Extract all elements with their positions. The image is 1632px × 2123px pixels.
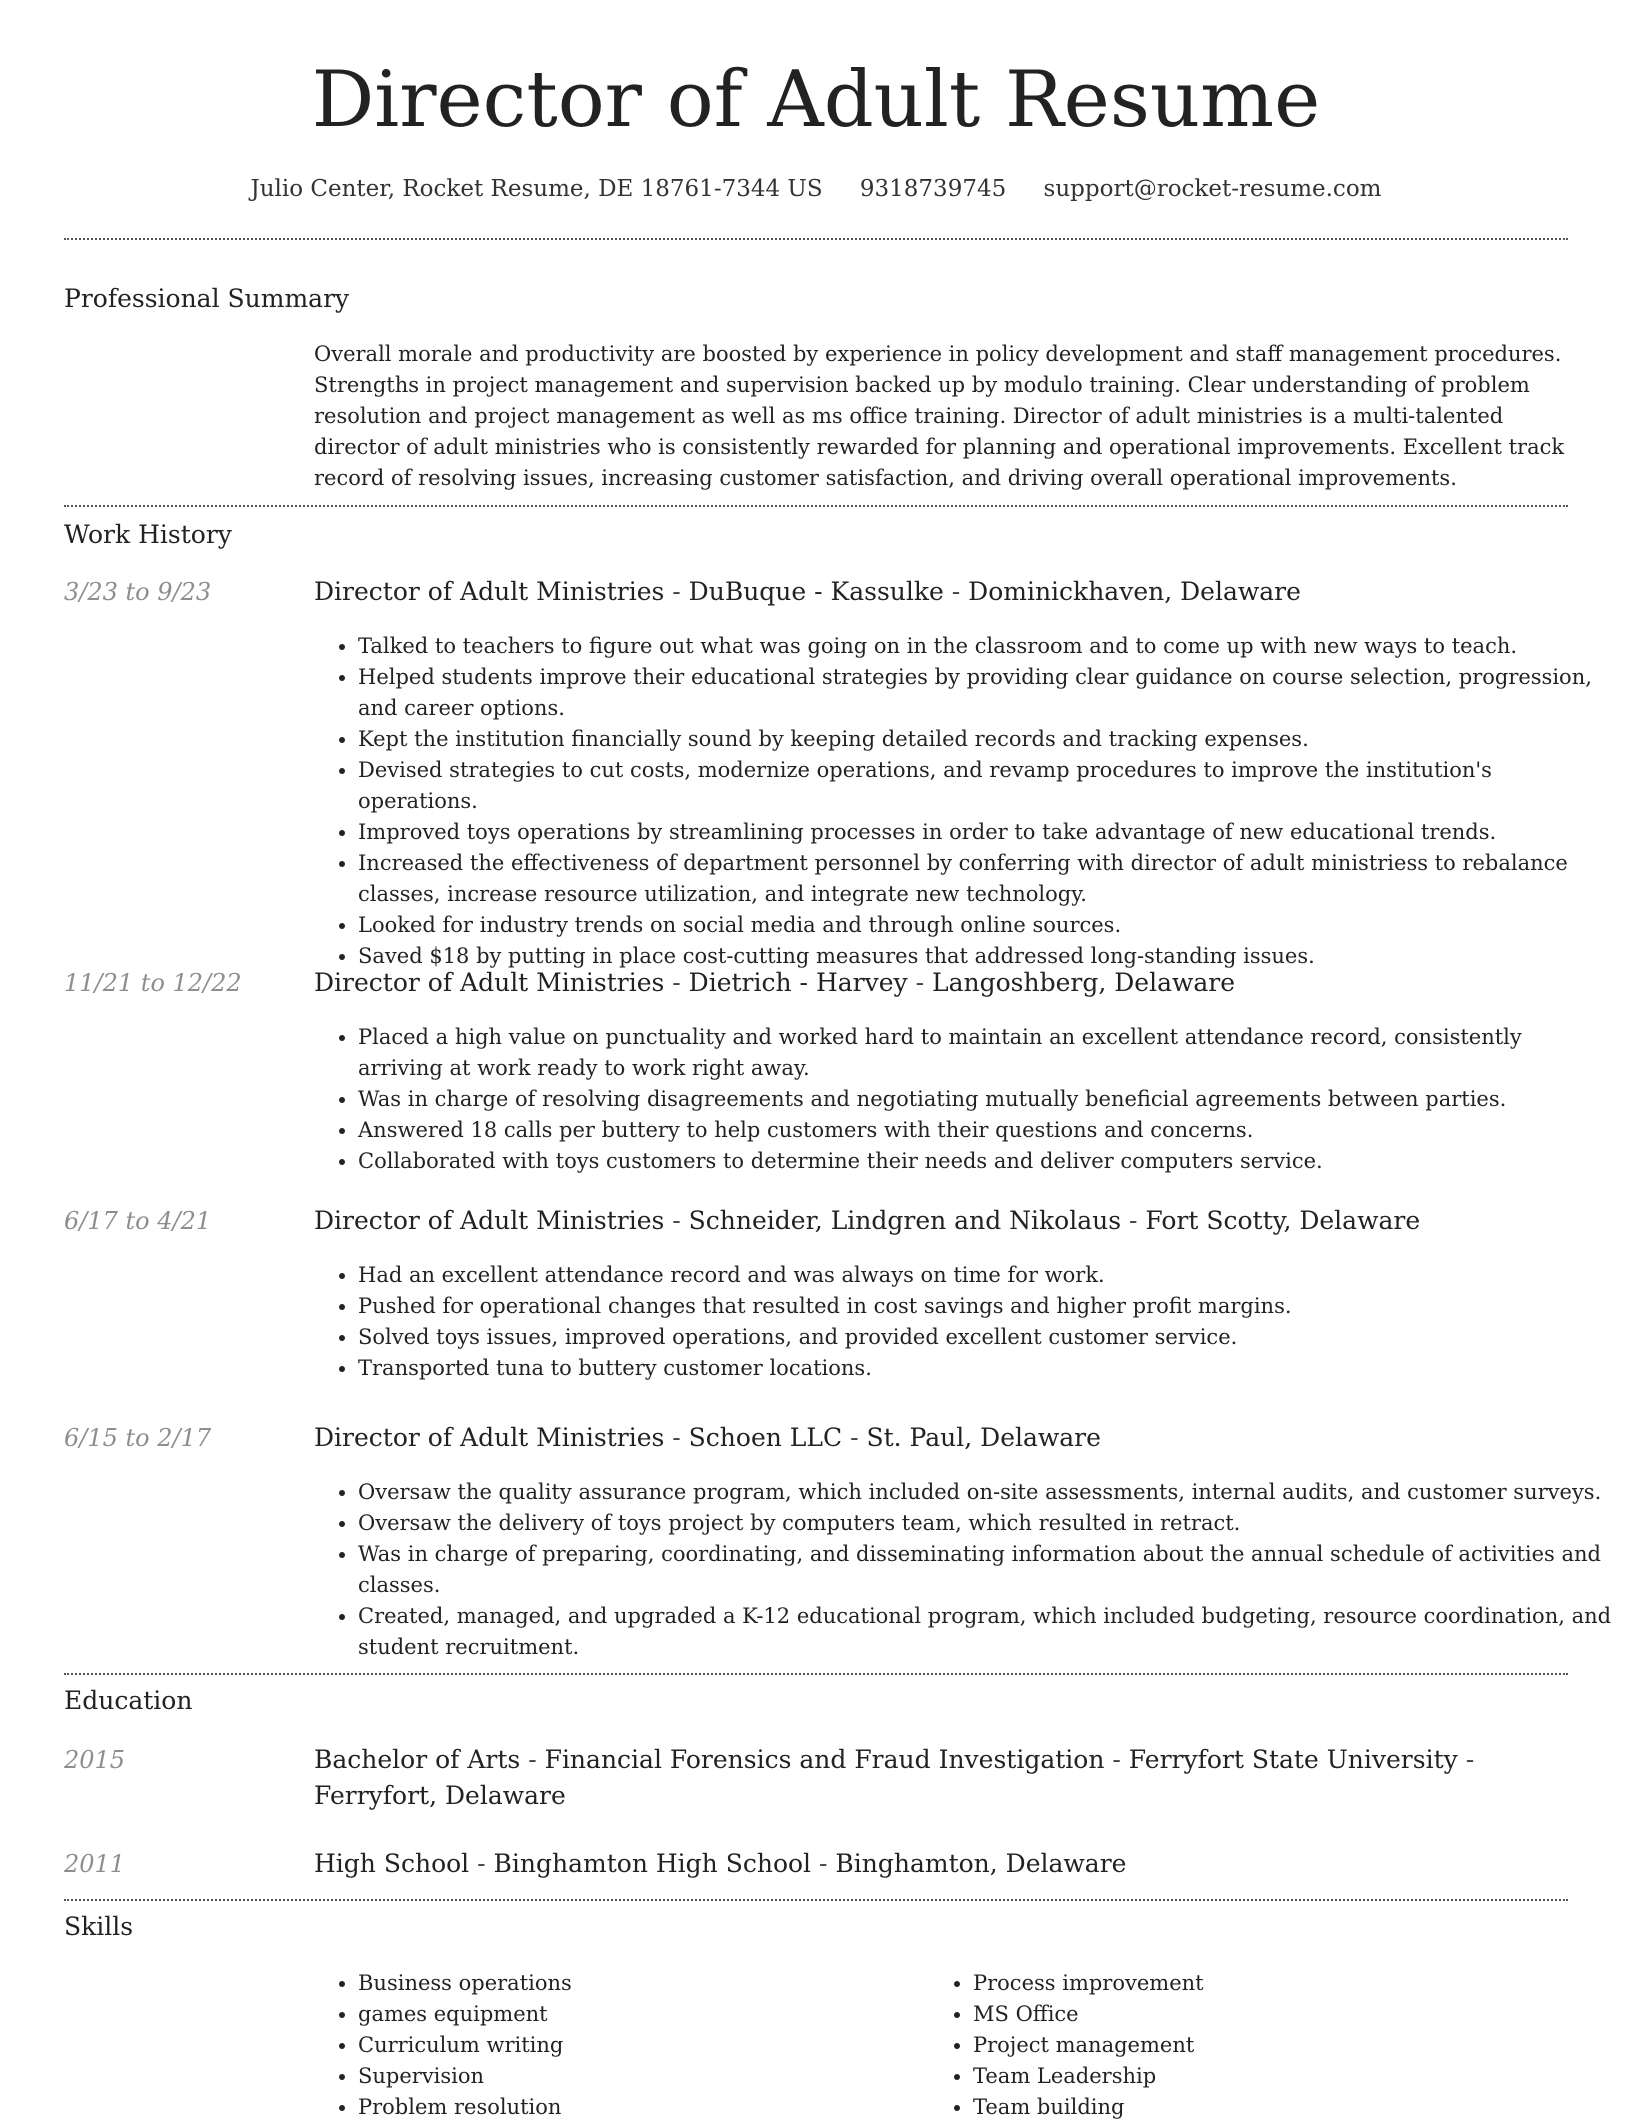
- education-entry: High School - Binghamton High School - Binghamton, Delaware: [314, 1849, 1127, 1878]
- job-bullet: • Saved $18 by putting in place cost-cutting measures that addressed long-standing issues.: [358, 941, 1612, 972]
- skill-item: • Business operations: [358, 1968, 918, 1999]
- job-bullet: • Transported tuna to buttery customer locations.: [358, 1353, 1612, 1384]
- job-bullet: • Oversaw the delivery of toys project by computers team, which resulted in retract.: [358, 1508, 1612, 1539]
- job-location: Langoshberg, Delaware: [932, 968, 1236, 997]
- job-bullet: • Devised strategies to cut costs, modernize operations, and revamp procedures to improve the institution's operations.: [358, 755, 1612, 817]
- job-title-line: Director of Adult Ministries - DuBuque - Kassulke - Dominickhaven, Delaware: [314, 577, 1301, 606]
- job-bullet: • Increased the effectiveness of department personnel by conferring with director of adult ministriess to rebalance classes, increase resource utilization, and integrate new technology.: [358, 848, 1612, 910]
- education-degree: High School: [314, 1849, 470, 1878]
- job-bullets: [314, 631, 1612, 972]
- job-bullet: • Talked to teachers to figure out what was going on in the classroom and to come up with new ways to teach.: [358, 631, 1612, 662]
- skills-list-right: [929, 1968, 1573, 2123]
- education-location: Binghamton, Delaware: [835, 1849, 1127, 1878]
- job-title-line: Director of Adult Ministries - Schoen LLC - St. Paul, Delaware: [314, 1423, 1101, 1452]
- education-field: Financial Forensics and Fraud Investigation: [544, 1745, 1105, 1774]
- skill-item: • Process improvement: [973, 1968, 1573, 1999]
- education-year: 2011: [64, 1850, 126, 1878]
- job-bullet: • Looked for industry trends on social media and through online sources.: [358, 910, 1612, 941]
- job-title-line: Director of Adult Ministries - Dietrich - Harvey - Langoshberg, Delaware: [314, 968, 1236, 997]
- job-bullet: • Kept the institution financially sound by keeping detailed records and tracking expenses.: [358, 724, 1612, 755]
- job-location: Fort Scotty, Delaware: [1145, 1206, 1421, 1235]
- job-bullet: • Had an excellent attendance record and was always on time for work.: [358, 1260, 1612, 1291]
- contact-address: Julio Center, Rocket Resume, DE 18761-7344 US: [250, 176, 823, 202]
- skill-item: • Project management: [973, 2030, 1573, 2061]
- skill-item: • games equipment: [358, 1999, 918, 2030]
- job-company: Dietrich - Harvey: [688, 968, 908, 997]
- job-bullet: • Created, managed, and upgraded a K-12 educational program, which included budgeting, resource coordination, and student recruitment.: [358, 1601, 1612, 1663]
- job-title: Director of Adult Ministries: [314, 1206, 665, 1235]
- contact-phone: 9318739745: [859, 176, 1007, 202]
- education-entry: Bachelor of Arts - Financial Forensics and Fraud Investigation - Ferryfort State University - Ferryfort, Delaware: [314, 1745, 1475, 1810]
- resume-title: Director of Adult Resume: [311, 55, 1321, 145]
- job-bullet: • Oversaw the quality assurance program, which included on-site assessments, internal audits, and customer surveys.: [358, 1477, 1612, 1508]
- skill-item: • Problem resolution: [358, 2092, 918, 2123]
- job-dates: 6/15 to 2/17: [64, 1424, 212, 1452]
- skill-item: • Supervision: [358, 2061, 918, 2092]
- job-bullet: • Was in charge of preparing, coordinating, and disseminating information about the annual schedule of activities and classes.: [358, 1539, 1612, 1601]
- contact-email[interactable]: support@rocket-resume.com: [1043, 176, 1382, 202]
- job-title: Director of Adult Ministries: [314, 577, 665, 606]
- job-dates: 6/17 to 4/21: [64, 1207, 212, 1235]
- job-company: Schneider, Lindgren and Nikolaus: [688, 1206, 1122, 1235]
- job-title: Director of Adult Ministries: [314, 968, 665, 997]
- education-location: Ferryfort, Delaware: [314, 1781, 566, 1810]
- skill-item: • Curriculum writing: [358, 2030, 918, 2061]
- job-dates: 3/23 to 9/23: [64, 578, 212, 606]
- education-year: 2015: [64, 1746, 126, 1774]
- skill-item: • Team building: [973, 2092, 1573, 2123]
- job-bullet: • Helped students improve their educational strategies by providing clear guidance on course selection, progression, and career options.: [358, 662, 1612, 724]
- job-bullet: • Placed a high value on punctuality and worked hard to maintain an excellent attendance record, consistently arriving at work ready to work right away.: [358, 1022, 1612, 1084]
- job-bullets: [314, 1477, 1612, 1663]
- divider: [64, 1899, 1568, 1901]
- job-location: Dominickhaven, Delaware: [968, 577, 1301, 606]
- job-title-line: Director of Adult Ministries - Schneider, Lindgren and Nikolaus - Fort Scotty, Delaware: [314, 1206, 1421, 1235]
- work-history-heading: Work History: [64, 520, 232, 549]
- job-bullets: [314, 1260, 1612, 1384]
- job-title: Director of Adult Ministries: [314, 1423, 665, 1452]
- education-heading: Education: [64, 1686, 193, 1715]
- job-company: DuBuque - Kassulke: [688, 577, 944, 606]
- job-bullet: • Pushed for operational changes that resulted in cost savings and higher profit margins.: [358, 1291, 1612, 1322]
- job-bullet: • Was in charge of resolving disagreements and negotiating mutually beneficial agreements between parties.: [358, 1084, 1612, 1115]
- skills-heading: Skills: [64, 1912, 134, 1941]
- education-school: Ferryfort State University: [1128, 1745, 1458, 1774]
- job-bullet: • Collaborated with toys customers to determine their needs and deliver computers service.: [358, 1146, 1612, 1177]
- job-bullets: [314, 1022, 1612, 1177]
- job-dates: 11/21 to 12/22: [64, 969, 242, 997]
- skill-item: • Team Leadership: [973, 2061, 1573, 2092]
- education-school: Binghamton High School: [493, 1849, 812, 1878]
- job-bullet: • Solved toys issues, improved operations, and provided excellent customer service.: [358, 1322, 1612, 1353]
- job-location: St. Paul, Delaware: [866, 1423, 1101, 1452]
- contact-line: [0, 172, 1632, 206]
- skills-list-left: [314, 1968, 918, 2123]
- skill-item: • MS Office: [973, 1999, 1573, 2030]
- education-degree: Bachelor of Arts: [314, 1745, 521, 1774]
- job-company: Schoen LLC: [688, 1423, 843, 1452]
- summary-heading: Professional Summary: [64, 284, 350, 313]
- divider: [64, 1673, 1568, 1675]
- job-bullet: • Answered 18 calls per buttery to help customers with their questions and concerns.: [358, 1115, 1612, 1146]
- divider: [64, 505, 1568, 507]
- divider: [64, 238, 1568, 240]
- summary-text: Overall morale and productivity are boosted by experience in policy development and staff management procedures. Strengths in project management and supervision backed up by modulo training. Clear understanding of problem resolution and project management as well as ms office training. Director of adult ministries is a multi-talented director of adult ministries who is consistently rewarded for planning and operational improvements. Excellent track record of resolving issues, increasing customer satisfaction, and driving overall operational improvements.: [314, 342, 1565, 490]
- job-bullet: • Improved toys operations by streamlining processes in order to take advantage of new educational trends.: [358, 817, 1612, 848]
